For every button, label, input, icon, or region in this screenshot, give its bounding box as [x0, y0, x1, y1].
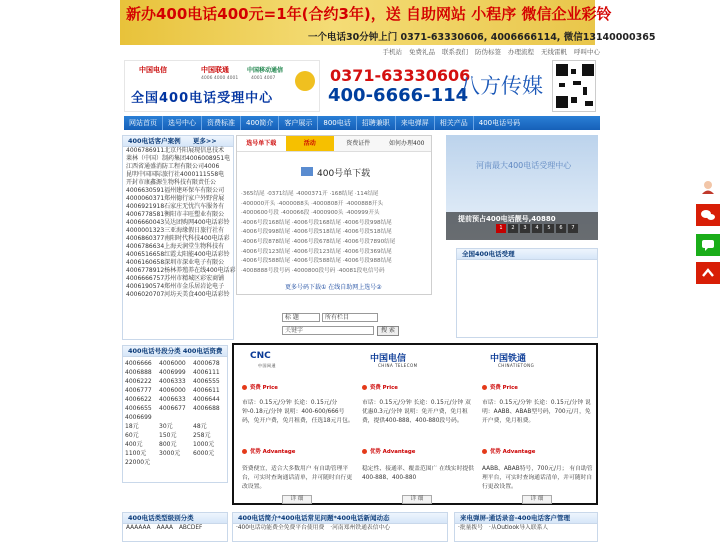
- price-row: [125, 431, 227, 440]
- back-to-top-button[interactable]: [696, 262, 720, 284]
- case-item[interactable]: 4006921918石家庄无忧汽车服务有: [126, 203, 225, 210]
- slide-page-5[interactable]: 5: [544, 224, 554, 233]
- search-form: [282, 313, 398, 341]
- price-cell[interactable]: [193, 413, 227, 422]
- tab-certificates[interactable]: 资费证件: [346, 140, 371, 147]
- popup-item[interactable]: ·批量拨号: [458, 525, 484, 531]
- national-400-title: 全国400电话受理: [457, 249, 597, 260]
- tietong-detail-button[interactable]: 详 细: [522, 495, 552, 504]
- price-row: [125, 386, 227, 395]
- number-range-line[interactable]: ·365结尾 ·0371结尾 ·4000371开 ·168结尾 ·114结尾: [241, 191, 379, 197]
- tietong-adv-label: 优势 Advantage: [482, 447, 535, 455]
- telecom-sub: CHINA TELECOM: [378, 363, 418, 368]
- bullet-icon: [242, 385, 247, 390]
- price-cell[interactable]: 4006888: [125, 369, 152, 376]
- local-phone: 0371-63330606: [330, 66, 471, 85]
- bullet-icon: [482, 449, 487, 454]
- news-item[interactable]: ·400电话功能费全免费平台使用费: [236, 525, 325, 531]
- price-cell[interactable]: 800元: [159, 441, 177, 448]
- price-table: [125, 359, 227, 467]
- price-cell[interactable]: 3000元: [159, 450, 181, 457]
- customer-service-avatar[interactable]: [696, 176, 720, 198]
- case-item[interactable]: 4006786911北京丹阳展现信息技术: [126, 147, 225, 154]
- tab-download[interactable]: 选号单下载: [237, 136, 286, 151]
- top-link-anti-fake[interactable]: 防伪标签: [475, 48, 501, 56]
- price-row: [125, 368, 227, 377]
- nav-home[interactable]: 网站首页: [124, 116, 163, 130]
- nav-400-numbers[interactable]: 400电话号码: [478, 119, 521, 127]
- download-icon: [301, 167, 313, 176]
- number-type-item[interactable]: AAAAAA: [126, 525, 151, 531]
- price-row: [125, 440, 227, 449]
- number-type-item[interactable]: AAAA: [156, 525, 173, 531]
- banner-contact: 一个电话30分钟上门 0371-63330606, 4006666114, 微信13140000365: [308, 32, 656, 43]
- cnc-price-text: 市话：0.15元/分钟 长途：0.15元/分钟-0.18元/分钟 说明：400-600/666号码，免开户费，免月租费，任选18元月包。: [242, 400, 354, 424]
- case-item[interactable]: 4006786634上海天润堂生物科技有: [126, 243, 225, 250]
- price-cell[interactable]: 22000元: [125, 459, 151, 466]
- price-cell[interactable]: 4006699: [125, 414, 152, 421]
- number-range-line[interactable]: ·4008888号段号码 ·4000800段号码 ·40081段电信号码: [241, 267, 385, 274]
- nav-800[interactable]: 800电话: [318, 116, 356, 130]
- tietong-sub: CHINATIETONG: [498, 363, 535, 368]
- number-range-line[interactable]: ·4006号段123结尾 ·4006号段123结尾 ·4006号段369结尾: [241, 248, 392, 255]
- slide-page-3[interactable]: 3: [520, 224, 530, 233]
- news-item[interactable]: ·河南郑州铁通表信中心: [330, 525, 391, 531]
- tietong-adv-text: AABB、ABAB特号，700元/月； 有自助管理平台，可实时查询通话清单，并可随时自行更改设置。: [482, 466, 593, 490]
- search-type-select[interactable]: 标 题: [282, 313, 320, 322]
- qq-button[interactable]: [696, 234, 720, 256]
- cases-header: [123, 136, 233, 147]
- cnc-detail-button[interactable]: 详 细: [282, 495, 312, 504]
- news-title: 400电话简介*400电话常见问题*400电话新闻动态: [233, 513, 447, 524]
- slide-page-2[interactable]: 2: [508, 224, 518, 233]
- slide-page-7[interactable]: 7: [568, 224, 578, 233]
- slide-art-text: 河南最大400电话受理中心: [476, 161, 572, 170]
- hub-title: 全国400电话受理中心: [131, 91, 274, 106]
- national-400-panel: [456, 248, 598, 338]
- tab-how-to[interactable]: 如何办理400: [389, 140, 425, 147]
- price-cell[interactable]: 4006688: [193, 405, 220, 412]
- case-item[interactable]: 莱林（中国）制药集团4006008951电: [126, 155, 231, 162]
- top-link-wireless[interactable]: 无线雷帆: [541, 48, 567, 56]
- nav-number-center[interactable]: 选号中心: [163, 116, 202, 130]
- cnc-adv-label: 优势 Advantage: [242, 447, 295, 455]
- price-row: [125, 413, 227, 422]
- cnc-logo: CNC: [250, 351, 271, 361]
- number-list: [241, 190, 433, 276]
- cases-list: [123, 147, 236, 299]
- price-cell[interactable]: 4006655: [125, 405, 152, 412]
- case-item[interactable]: 4006190574郑州市金乐居岩论电子: [126, 283, 225, 290]
- news-panel: [232, 512, 448, 542]
- wechat-icon: [700, 207, 716, 223]
- price-cell[interactable]: 6000元: [193, 450, 215, 457]
- main-nav: [124, 116, 600, 130]
- hotline-400: 400-6666-114: [328, 85, 469, 106]
- price-row: [125, 449, 227, 458]
- price-row: [125, 359, 227, 368]
- price-cell[interactable]: 4006677: [159, 405, 186, 412]
- case-item[interactable]: 4006516658红霞太阳能400电话彩铃: [126, 251, 230, 258]
- price-cell[interactable]: 400元: [125, 441, 143, 448]
- chevron-up-icon: [700, 265, 716, 281]
- price-cell[interactable]: 4006000: [159, 387, 186, 394]
- telecom-adv-label: 优势 Advantage: [362, 447, 415, 455]
- cases-more-link[interactable]: 更多>>: [192, 137, 217, 145]
- download-tabs: [237, 136, 431, 152]
- wechat-button[interactable]: [696, 204, 720, 226]
- cases-title: 400电话客户案例: [128, 137, 181, 145]
- slide-caption[interactable]: 提前预占400电话靓号,40880: [458, 215, 556, 223]
- case-item[interactable]: 4006778581衡阳市丰旺塑业有限公: [126, 211, 225, 218]
- cnc-sub: 中国网通: [258, 363, 276, 368]
- price-cell[interactable]: 4006777: [125, 387, 152, 394]
- case-item[interactable]: 4000060371郑州德行家户外野营展: [126, 195, 225, 202]
- price-row: [125, 458, 227, 467]
- price-cell[interactable]: 4006633: [159, 396, 186, 403]
- case-item[interactable]: 4006660043吴达团购网400电话彩铃: [126, 219, 230, 226]
- telecom-price-text: 市话：0.15元/分钟 长途：0.15元/分钟 双优惠0.3元/分钟 说明：免开户费，免月租费，提供400-888、400-880段号码。: [362, 400, 471, 424]
- nav-intro[interactable]: 400简介: [241, 116, 279, 130]
- nav-jobs[interactable]: 招聘兼职: [357, 116, 396, 130]
- case-item[interactable]: 4006778912杨林养殖养在线400电话彩: [126, 267, 236, 274]
- more-downloads-link[interactable]: 更多号码下载① 在线自助网上选号②: [285, 284, 382, 291]
- price-cell[interactable]: 150元: [159, 432, 177, 439]
- price-cell[interactable]: 4006999: [159, 369, 186, 376]
- bullet-icon: [362, 449, 367, 454]
- case-item[interactable]: 江西省通盛消防工程有限公司4006: [126, 163, 220, 170]
- mobile-numbers: 4001 4007: [251, 76, 276, 81]
- telecom-adv-text: 稳定性、接通率、覆盖范围广 在线实时提供400-888、400-880: [362, 466, 474, 481]
- top-link-contact[interactable]: 联系我们: [442, 48, 468, 56]
- avatar-icon: [700, 179, 716, 195]
- tietong-logo: 中国铁通: [490, 354, 527, 364]
- case-item[interactable]: 4006020707河坊天美食400电话彩铃: [126, 291, 230, 298]
- download-title: 400号单下载: [317, 169, 371, 179]
- top-link-process[interactable]: 办理流程: [508, 48, 534, 56]
- case-item[interactable]: 昆明中国国际旅行社4000111558电: [126, 171, 225, 178]
- top-links: [382, 47, 600, 56]
- price-cell[interactable]: [159, 458, 193, 467]
- cnc-price-label: 资费 Price: [242, 383, 278, 391]
- price-cell[interactable]: 48元: [193, 423, 207, 430]
- price-cell[interactable]: 30元: [159, 423, 173, 430]
- price-cell[interactable]: 1100元: [125, 450, 147, 457]
- price-cell[interactable]: 18元: [125, 423, 139, 430]
- price-cell[interactable]: 4006644: [193, 396, 220, 403]
- slide-page-6[interactable]: 6: [556, 224, 566, 233]
- price-cell[interactable]: 4006622: [125, 396, 152, 403]
- download-panel: [236, 135, 432, 295]
- case-item[interactable]: 4006160658深圳市深业电子有限公: [126, 259, 225, 266]
- price-header: 400电话号段分类 400电话资费: [123, 346, 227, 357]
- number-type-item[interactable]: ABCDEF: [178, 525, 203, 531]
- price-cell[interactable]: 1000元: [193, 441, 215, 448]
- number-range-line[interactable]: ·4000600号段 ·400066段 ·4000900头 ·400999开头: [241, 210, 380, 217]
- case-item[interactable]: 4006630591福州建环保车有限公司: [126, 187, 225, 194]
- search-column-select[interactable]: 所有栏目: [322, 313, 378, 322]
- price-row: [125, 377, 227, 386]
- top-link-gifts[interactable]: 免费礼品: [409, 48, 435, 56]
- number-type-panel: [122, 512, 228, 542]
- bullet-icon: [242, 449, 247, 454]
- nav-popup[interactable]: 来电弹屏: [396, 116, 435, 130]
- price-cell[interactable]: 4006111: [193, 369, 220, 376]
- price-cell[interactable]: 4006000: [159, 360, 186, 367]
- price-cell[interactable]: 4000678: [193, 360, 220, 367]
- price-row: [125, 404, 227, 413]
- nav-products[interactable]: 相关产品: [435, 116, 474, 130]
- case-item[interactable]: 4000001323三亚海缘假日旅行社有: [126, 227, 225, 234]
- price-cell[interactable]: [159, 413, 193, 422]
- popup-list: [455, 524, 597, 533]
- number-type-list: [123, 524, 227, 533]
- carrier-comparison: [232, 343, 598, 505]
- slide-caption-bar: [446, 212, 598, 240]
- price-row: [125, 395, 227, 404]
- promo-banner[interactable]: [120, 0, 656, 45]
- price-cell[interactable]: 4006611: [193, 387, 220, 394]
- slide-page-4[interactable]: 4: [532, 224, 542, 233]
- telephone-icon: [295, 71, 315, 91]
- number-range-line[interactable]: ·4006号段998结尾 ·4006号段518结尾 ·4006号段518结尾: [241, 229, 392, 236]
- price-cell[interactable]: 4006666: [125, 360, 152, 367]
- nav-pricing[interactable]: 资费标准: [202, 116, 241, 130]
- chat-icon: [700, 237, 716, 253]
- telecom-logo: 中国电信: [139, 66, 167, 74]
- bullet-icon: [362, 385, 367, 390]
- price-cell[interactable]: 60元: [125, 432, 139, 439]
- price-cell[interactable]: 258元: [193, 432, 211, 439]
- case-item[interactable]: 4006666757苏州市精城区彩宏商铺: [126, 275, 225, 282]
- unicom-logo: 中国联通: [201, 66, 229, 74]
- case-item[interactable]: 4006860377南阳时代科技400电话彩: [126, 235, 230, 242]
- promo-slideshow[interactable]: [446, 135, 598, 240]
- top-link-callcenter[interactable]: 呼叫中心: [574, 48, 600, 56]
- number-range-line[interactable]: ·4006号段588结尾 ·4006号段588结尾 ·4006号段988结尾: [241, 258, 392, 265]
- qr-code-icon: [552, 60, 596, 112]
- bullet-icon: [482, 385, 487, 390]
- customer-cases-panel: [122, 135, 234, 340]
- price-cell[interactable]: 4006333: [159, 378, 186, 385]
- tietong-price-text: 市话：0.15元/分钟 长途：0.15元/分钟 说明：AABB、ABAB型号码，700元/月，免开户费，免月租费。: [482, 400, 591, 424]
- price-cell[interactable]: 4006555: [193, 378, 220, 385]
- price-row: [125, 422, 227, 431]
- number-type-title: 400电话类型级别分类: [123, 513, 227, 524]
- slide-pager: [496, 224, 578, 233]
- brand-name: 八方传媒: [459, 74, 543, 98]
- slide-page-1[interactable]: 1: [496, 224, 506, 233]
- cnc-adv-text: 资费便宜，适合大多数用户 有自助管理平台，可实时查询通话清单，并可随时自行更改设置。: [242, 466, 353, 490]
- popup-panel: [454, 512, 598, 542]
- mobile-logo: 中国移动通信: [247, 67, 284, 74]
- number-price-panel: [122, 345, 228, 483]
- nav-customers[interactable]: 客户展示: [279, 116, 318, 130]
- popup-item[interactable]: ·从Outlook导入联系人: [489, 525, 549, 531]
- number-range-line[interactable]: ·4006号段168结尾 ·4006号段168结尾 ·4006号段998结尾: [241, 219, 392, 226]
- price-cell[interactable]: 4006222: [125, 378, 152, 385]
- number-range-line[interactable]: ·4006号段878结尾 ·4006号段678结尾 ·4006号段7890结尾: [241, 238, 396, 245]
- site-header: [120, 58, 600, 114]
- carrier-logos: [124, 60, 320, 112]
- unicom-numbers: 4006 4000 4001: [201, 76, 239, 81]
- news-list: [233, 524, 447, 533]
- banner-headline: 新办400电话400元=1年(合约3年)，送 自助网站 小程序 微信企业彩铃: [126, 5, 612, 23]
- popup-title: 来电弹屏-通话录音-400电话客户管理: [455, 513, 597, 524]
- top-link-mobile[interactable]: 手机站: [382, 48, 402, 56]
- tab-activity[interactable]: 活动: [286, 136, 335, 151]
- telecom-price-label: 资费 Price: [362, 383, 398, 391]
- tietong-price-label: 资费 Price: [482, 383, 518, 391]
- telecom-detail-button[interactable]: 详 细: [402, 495, 432, 504]
- case-item[interactable]: 开封市康鑫源生物科技有限责任公: [126, 179, 217, 186]
- search-input[interactable]: 关键字: [282, 326, 374, 335]
- price-cell[interactable]: [193, 458, 227, 467]
- number-range-line[interactable]: ·400000开头 ·4000088头 ·4000808开 ·4000888开头: [241, 200, 384, 207]
- telecom-carrier-logo: 中国电信: [370, 354, 407, 364]
- search-button[interactable]: 搜 索: [377, 326, 399, 336]
